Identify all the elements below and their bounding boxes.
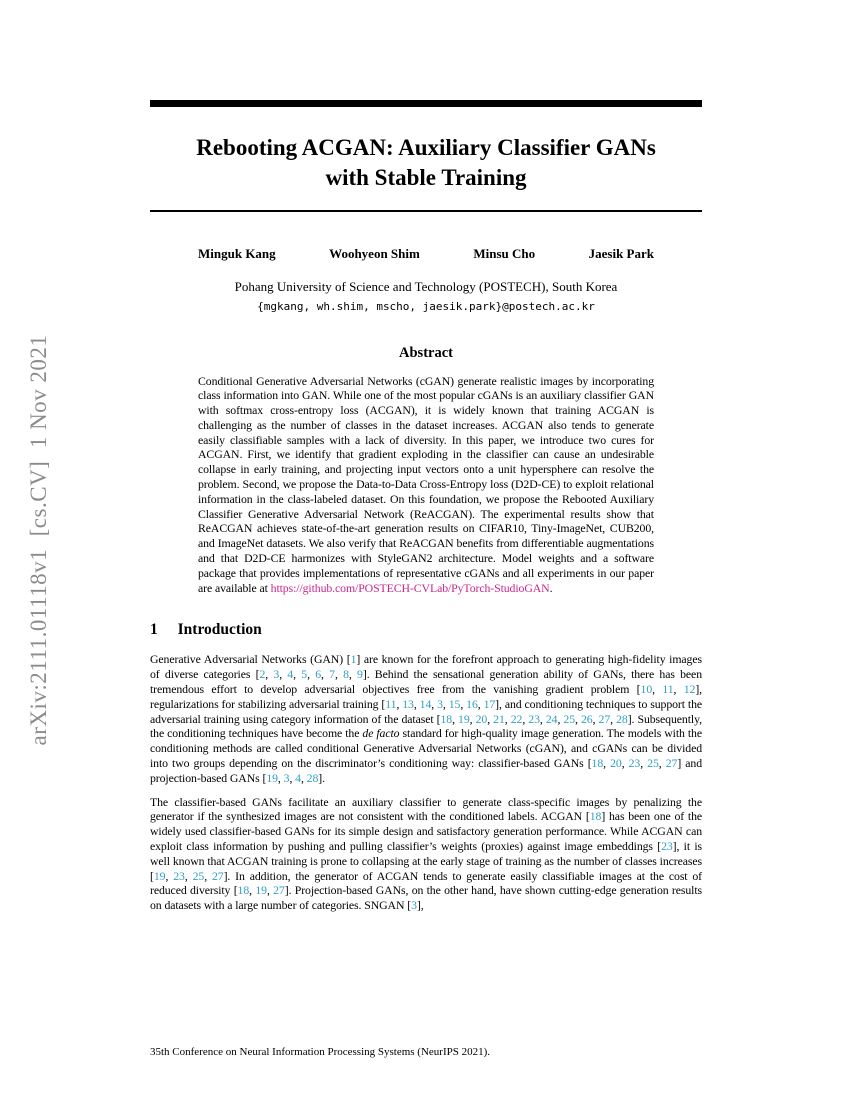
citation-link[interactable]: 16 [466, 696, 478, 711]
abstract-heading: Abstract [399, 344, 453, 361]
citation-link[interactable]: 2 [259, 667, 266, 682]
citation-link[interactable]: 28 [306, 770, 319, 785]
repo-url-link[interactable]: https://github.com/POSTECH-CVLab/PyTorch-StudioGAN [270, 580, 550, 595]
citation-link[interactable]: 20 [475, 711, 488, 726]
citation-link[interactable]: 21 [493, 711, 505, 726]
paper-title-line2: with Stable Training [325, 165, 527, 190]
citation-link[interactable]: 17 [483, 696, 496, 711]
citation-link[interactable]: 26 [580, 711, 593, 726]
citation-link[interactable]: 3 [273, 667, 280, 682]
citation-link[interactable]: 19 [266, 770, 278, 785]
citation-link[interactable]: 13 [402, 696, 414, 711]
citation-link[interactable]: 27 [665, 756, 678, 771]
citation-link[interactable]: 25 [647, 756, 659, 771]
author-emails: {mgkang, wh.shim, mscho, jaesik.park}@postech.ac.kr [257, 299, 595, 313]
citation-link[interactable]: 23 [173, 868, 185, 883]
citation-link[interactable]: 27 [598, 711, 611, 726]
author-name: Woohyeon Shim [329, 245, 420, 261]
author-name: Jaesik Park [588, 245, 654, 261]
title-bottom-rule [150, 210, 702, 212]
conference-footnote: 35th Conference on Neural Information Processing Systems (NeurIPS 2021). [150, 1046, 491, 1058]
citation-link[interactable]: 9 [357, 667, 363, 682]
citation-link[interactable]: 23 [628, 756, 641, 771]
citation-link[interactable]: 11 [662, 682, 674, 697]
paper-title [150, 133, 702, 193]
citation-link[interactable]: 18 [589, 809, 602, 824]
citation-link[interactable]: 10 [640, 682, 653, 697]
citation-link[interactable]: 6 [315, 667, 322, 682]
citation-link[interactable]: 27 [273, 883, 285, 898]
author-name: Minguk Kang [198, 245, 276, 261]
citation-link[interactable]: 19 [255, 883, 267, 898]
citation-link[interactable]: 8 [343, 667, 349, 682]
citation-link[interactable]: 4 [287, 667, 294, 682]
citation-link[interactable]: 12 [683, 682, 696, 697]
citation-link[interactable]: 14 [419, 696, 432, 711]
intro-paragraph-2: The classifier-based GANs facilitate an auxiliary classifier to generate class-specific images by penalizing the generator if the synthesized images are not consistent with the conditioned labels. ACGAN [18] has been one of the widely used classifier-based GANs for its simple design and satisfactory generation performance. While ACGAN can exploit class information by pushing and pulling classifier’s weights (proxies) against image embeddings [23], it is well known that ACGAN training is prone to collapsing at the early stage of training as the number of classes increases [19, 23, 25, 27]. In addition, the generator of ACGAN tends to generate easily classifiable images at the cost of reduced diversity [18, 19, 27]. Projection-based GANs, on the other hand, have shown cutting-edge generation results on datasets with a large number of categories. SNGAN [3], [150, 794, 703, 913]
citation-link[interactable]: 7 [329, 667, 335, 682]
abstract-text: Conditional Generative Adversarial Networks (cGAN) generate realistic images by incorporating class information into GAN. While one of the most popular cGANs is an auxiliary classifier GAN with softmax cross-entropy loss (ACGAN), it is widely known that training ACGAN is challenging as the number of classes in the dataset increases. ACGAN also tends to generate easily classifiable samples with a lack of diversity. In this paper, we introduce two cures for ACGAN. First, we identify that gradient exploding in the classifier can cause an undesirable collapse in early training, and projecting input vectors onto a unit hypersphere can resolve the problem. Second, we propose the Data-to-Data Cross-Entropy loss (D2D-CE) to exploit relational information in the class-labeled dataset. On this foundation, we propose the Rebooted Auxiliary Classifier Generative Adversarial Network (ReACGAN). The experimental results show that ReACGAN achieves state-of-the-art generation results on CIFAR10, Tiny-ImageNet, CUB200, and ImageNet datasets. We also verify that ReACGAN benefits from differentiable augmentations and that D2D-CE harmonizes with StyleGAN2 architecture. Model weights and a software package that provides implementations of representative cGANs and all experiments in our paper are available at https://github.com/POSTECH-CVLab/PyTorch-StudioGAN. [198, 373, 654, 595]
citation-link[interactable]: 4 [295, 770, 301, 785]
citation-link[interactable]: 1 [350, 652, 357, 667]
citation-link[interactable]: 20 [610, 756, 622, 771]
affiliation: Pohang University of Science and Technology (POSTECH), South Korea [234, 278, 618, 294]
paper-title-line1: Rebooting ACGAN: Auxiliary Classifier GANs [196, 135, 656, 160]
citation-link[interactable]: 11 [385, 696, 397, 711]
citation-link[interactable]: 25 [192, 868, 205, 883]
author-name: Minsu Cho [473, 245, 536, 261]
citation-link[interactable]: 23 [661, 839, 673, 854]
section-title: Introduction [177, 621, 262, 639]
citation-link[interactable]: 18 [440, 711, 453, 726]
citation-link[interactable]: 28 [616, 711, 628, 726]
italic-text: de facto [362, 726, 400, 741]
section-heading-introduction [150, 621, 702, 639]
author-list [150, 246, 702, 262]
citation-link[interactable]: 15 [448, 696, 461, 711]
citation-link[interactable]: 5 [301, 667, 308, 682]
section-number: 1 [150, 621, 158, 639]
arxiv-watermark-text: arXiv:2111.01118v1 [cs.CV] 1 Nov 2021 [26, 334, 51, 746]
citation-link[interactable]: 23 [528, 711, 540, 726]
citation-link[interactable]: 3 [283, 770, 290, 785]
citation-link[interactable]: 19 [458, 711, 470, 726]
citation-link[interactable]: 3 [411, 898, 417, 913]
citation-link[interactable]: 24 [545, 711, 558, 726]
citation-link[interactable]: 22 [510, 711, 523, 726]
intro-paragraph-1: Generative Adversarial Networks (GAN) [1] are known for the forefront approach to generating high-fidelity images of diverse categories [2, 3, 4, 5, 6, 7, 8, 9]. Behind the sensational generation ability of GANs, there has been tremendous effort to develop adversarial objectives free from the vanishing gradient problem [10, 11, 12], regularizations for stabilizing adversarial training [11, 13, 14, 3, 15, 16, 17], and conditioning techniques to support the adversarial training using category information of the dataset [18, 19, 20, 21, 22, 23, 24, 25, 26, 27, 28]. Subsequently, the conditioning techniques have become the de facto standard for high-quality image generation. The models with the conditioning methods are called conditional Generative Adversarial Networks (cGAN), and cGANs can be divided into two groups depending on the discriminator’s conditioning way: classifier-based GANs [18, 20, 23, 25, 27] and projection-based GANs [19, 3, 4, 28]. [150, 652, 703, 785]
citation-link[interactable]: 18 [591, 756, 604, 771]
citation-link[interactable]: 19 [153, 868, 166, 883]
title-top-rule [150, 100, 702, 107]
paper-content [150, 0, 702, 1100]
citation-link[interactable]: 27 [211, 868, 224, 883]
citation-link[interactable]: 3 [437, 696, 443, 711]
citation-link[interactable]: 25 [563, 711, 576, 726]
citation-link[interactable]: 18 [237, 883, 250, 898]
